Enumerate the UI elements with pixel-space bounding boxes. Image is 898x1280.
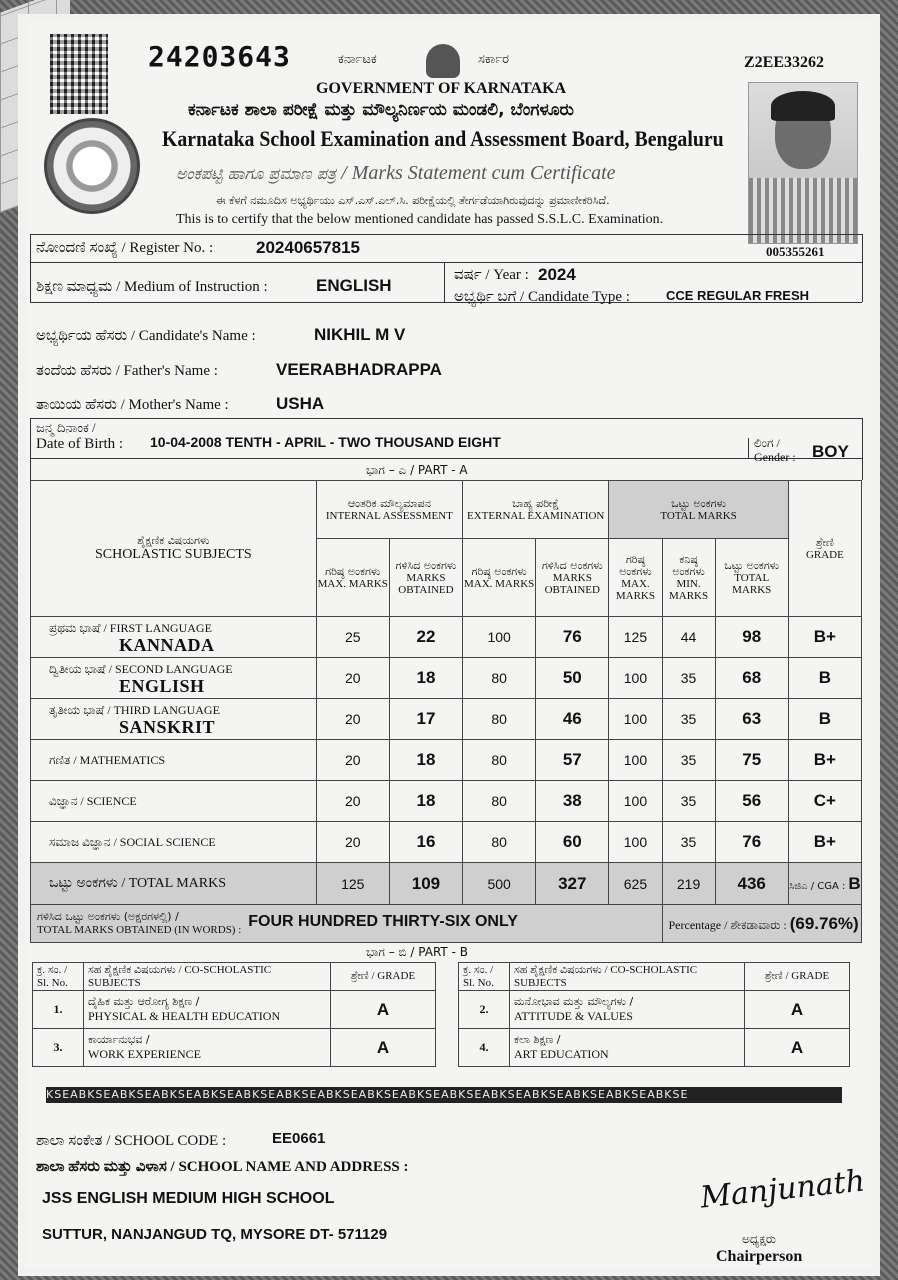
part-a-title: ಭಾಗ – ಎ / PART - A xyxy=(366,463,468,477)
mark-cell-eo: 46 xyxy=(536,699,609,740)
subject-name: ಗಣಿತ / MATHEMATICS xyxy=(31,740,317,781)
candidate-type: CCE REGULAR FRESH xyxy=(666,288,810,303)
mark-cell-tm: 100 xyxy=(609,740,662,781)
board-title-kn: ಕರ್ನಾಟಕ ಶಾಲಾ ಪರೀಕ್ಷೆ ಮತ್ತು ಮೌಲ್ಯನಿರ್ಣಯ ಮಂಡಲಿ, ಬೆಂಗಳೂರು xyxy=(188,100,574,120)
certificate-serial: 24203643 xyxy=(148,40,291,73)
govt-kn: ಸರ್ಕಾರ xyxy=(478,52,509,67)
mother-name: USHA xyxy=(276,394,325,413)
school-address: SUTTUR, NANJANGUD TQ, MYSORE DT- 571129 xyxy=(42,1226,388,1243)
mark-cell-g: B+ xyxy=(788,617,861,658)
school-code-label: ಶಾಲಾ ಸಂಕೇತ / SCHOOL CODE : xyxy=(36,1133,227,1149)
mark-cell-tm: 100 xyxy=(609,658,662,699)
school-name-label: ಶಾಲಾ ಹೆಸರು ಮತ್ತು ವಿಳಾಸ / SCHOOL NAME AND ADDRESS : xyxy=(36,1159,409,1175)
year-value: 2024 xyxy=(538,265,576,284)
co-scholastic-left xyxy=(32,962,436,1067)
co-scholastic-subject: ಕಲಾ ಶಿಕ್ಷಣ / ART EDUCATION xyxy=(510,1029,745,1067)
mark-cell-tt: 98 xyxy=(715,617,788,658)
candidate-type-label: ಅಭ್ಯರ್ಥಿ ಬಗೆ / Candidate Type : xyxy=(454,289,630,305)
words-row: ಗಳಿಸಿದ ಒಟ್ಟು ಅಂಕಗಳು (ಅಕ್ಷರಗಳಲ್ಲಿ) / TOTAL MARKS OBTAINED (IN WORDS) : FOUR HUNDRED THIRTY-SIX ONLY Percentage / ಶೇಕಡಾವಾರು : (69.76%) xyxy=(31,905,862,943)
co-scholastic-header: ಕ್ರ. ಸಂ. / Sl. No. xyxy=(459,963,510,991)
serial-number: 1. xyxy=(33,991,84,1029)
board-emblem-icon xyxy=(44,118,140,214)
register-number: 20240657815 xyxy=(256,238,361,257)
subject-row xyxy=(31,699,862,740)
mark-cell-io: 22 xyxy=(389,617,462,658)
co-scholastic-subject: ಮನೋಭಾವ ಮತ್ತು ಮೌಲ್ಯಗಳು / ATTITUDE & VALUES xyxy=(510,991,745,1029)
internal-header: ಆಂತರಿಕ ಮೌಲ್ಯಮಾಪನ INTERNAL ASSESSMENT xyxy=(316,481,462,539)
medium-label: ಶಿಕ್ಷಣ ಮಾಧ್ಯಮ / Medium of Instruction : xyxy=(36,279,268,295)
co-scholastic-header: ಶ್ರೇಣಿ / GRADE xyxy=(331,963,436,991)
mark-cell-em: 80 xyxy=(463,740,536,781)
mark-cell-g: B+ xyxy=(788,740,861,781)
co-scholastic-subject: ಕಾರ್ಯಾನುಭವ / WORK EXPERIENCE xyxy=(84,1029,331,1067)
marks-card xyxy=(18,14,880,1276)
subject-row xyxy=(31,617,862,658)
father-name: VEERABHADRAPPA xyxy=(276,360,442,379)
grade-header: ಶ್ರೇಣಿ GRADE xyxy=(788,481,861,617)
mark-cell-eo: 60 xyxy=(536,822,609,863)
mark-cell-em: 80 xyxy=(463,822,536,863)
mark-cell-g: B xyxy=(788,658,861,699)
mark-cell-mn: 35 xyxy=(662,822,715,863)
candidate-photo xyxy=(748,82,858,244)
mark-cell-tm: 100 xyxy=(609,781,662,822)
mark-cell-io: 18 xyxy=(389,781,462,822)
register-label: ನೋಂದಣಿ ಸಂಖ್ಯೆ / Register No. : xyxy=(36,240,214,256)
government-title: GOVERNMENT OF KARNATAKA xyxy=(316,80,567,97)
mark-cell-em: 80 xyxy=(463,658,536,699)
mark-cell-im: 20 xyxy=(316,658,389,699)
gender-label-kn: ಲಿಂಗ / xyxy=(754,436,780,450)
candidate-name: NIKHIL M V xyxy=(314,325,406,344)
subject-row xyxy=(31,658,862,699)
mark-cell-mn: 35 xyxy=(662,740,715,781)
mark-cell-eo: 50 xyxy=(536,658,609,699)
dob-label: Date of Birth : xyxy=(36,436,124,452)
serial-number: 4. xyxy=(459,1029,510,1067)
mark-cell-eo: 76 xyxy=(536,617,609,658)
medium-value: ENGLISH xyxy=(316,276,392,295)
mark-cell-im: 20 xyxy=(316,822,389,863)
mark-cell-mn: 35 xyxy=(662,658,715,699)
school-code: EE0661 xyxy=(272,1130,326,1147)
subject-name: ದ್ವಿತೀಯ ಭಾಷೆ / SECOND LANGUAGE ENGLISH xyxy=(31,658,317,699)
co-scholastic-header: ಸಹ ಶೈಕ್ಷಣಿಕ ವಿಷಯಗಳು / CO-SCHOLASTIC SUBJECTS xyxy=(84,963,331,991)
mark-cell-io: 16 xyxy=(389,822,462,863)
security-band: KSEABKSEABKSEABKSEABKSEABKSEABKSEABKSEABKSEABKSEABKSEABKSEABKSEABKSEABKSEABKSE xyxy=(46,1087,842,1103)
mark-cell-eo: 57 xyxy=(536,740,609,781)
mark-cell-em: 80 xyxy=(463,781,536,822)
mark-cell-tt: 76 xyxy=(715,822,788,863)
mark-cell-mn: 35 xyxy=(662,781,715,822)
mark-cell-eo: 38 xyxy=(536,781,609,822)
board-title: Karnataka School Examination and Assessment Board, Bengaluru xyxy=(162,126,724,151)
certificate-title: ಅಂಕಪಟ್ಟಿ ಹಾಗೂ ಪ್ರಮಾಣ ಪತ್ರ / Marks Statement cum Certificate xyxy=(176,162,616,184)
mark-cell-io: 18 xyxy=(389,658,462,699)
co-scholastic-grade: A xyxy=(745,1029,850,1067)
candidate-name-label: ಅಭ್ಯರ್ಥಿಯ ಹೆಸರು / Candidate's Name : xyxy=(36,328,256,344)
father-name-label: ತಂದೆಯ ಹೆಸರು / Father's Name : xyxy=(36,363,218,379)
photo-number: 005355261 xyxy=(766,244,825,259)
marks-table: ಶೈಕ್ಷಣಿಕ ವಿಷಯಗಳು SCHOLASTIC SUBJECTS ಆಂತರಿಕ ಮೌಲ್ಯಮಾಪನ INTERNAL ASSESSMENT ಬಾಹ್ಯ ಪರೀಕ್ಷೆ EXTERNAL EXAMINATION ಒಟ್ಟು ಅಂಕಗಳು TOTAL MARKS ಶ್ರೇಣಿ GRADE ಗರಿಷ್ಠ ಅಂಕಗಳು MAX. MARKS ಗಳಿಸಿದ ಅಂಕಗಳು MARKS OBTAINED ಗರಿಷ್ಠ ಅಂಕಗಳು MAX. MARKS ಗಳಿಸಿದ ಅಂಕಗಳು MARKS OBTAINED ಗರಿಷ್ಠ ಅಂಕಗಳು MAX. MARKS ಕನಿಷ್ಠ ಅಂಕಗಳು MIN. MARKS ಒಟ್ಟು ಅಂಕಗಳು TOTAL MARKS ಪ್ರಥಮ ಭಾಷೆ / FIRST LANGUAGE KANNADA 25 22 100 76 125 44 98 B+ ದ್ವಿತೀಯ ಭಾಷೆ / SECOND LANGUAGE ENGLISH 20 18 80 50 100 35 68 B ತೃತೀಯ ಭಾಷೆ / THIRD LANGUAGE SANSKRIT 20 17 80 46 100 35 63 B ಗಣಿತ / MATHEMATICS 20 18 80 57 100 35 75 B+ ವಿಜ್ಞಾನ / SCIENCE 20 18 80 38 100 35 56 C+ ಸಮಾಜ ವಿಜ್ಞಾನ / SOCIAL SCIENCE 20 16 80 60 100 35 76 B+ ಒಟ್ಟು ಅಂಕಗಳು / TOTAL MARKS 125 109 500 327 625 219 436 ಸಿಜಿಎ / CGA : B ಗಳಿಸಿದ ಒಟ್ಟು ಅಂಕಗಳು (ಅಕ್ಷರಗಳಲ್ಲಿ) / TOTAL MARKS OBTAINED (IN WORDS) : FOUR HUNDRED THIRTY-SIX ONLY Percentage / ಶೇಕಡಾವಾರು : (69.76%) xyxy=(30,480,862,943)
mark-cell-im: 25 xyxy=(316,617,389,658)
total-in-words: FOUR HUNDRED THIRTY-SIX ONLY xyxy=(248,913,518,931)
total-header: ಒಟ್ಟು ಅಂಕಗಳು TOTAL MARKS xyxy=(609,481,788,539)
year-label: ವರ್ಷ / Year : xyxy=(454,267,529,283)
gender-label: Gender : xyxy=(754,450,796,464)
mark-cell-tt: 56 xyxy=(715,781,788,822)
subject-name: ಸಮಾಜ ವಿಜ್ಞಾನ / SOCIAL SCIENCE xyxy=(31,822,317,863)
percentage: (69.76%) xyxy=(789,913,859,933)
co-scholastic-header: ಸಹ ಶೈಕ್ಷಣಿಕ ವಿಷಯಗಳು / CO-SCHOLASTIC SUBJECTS xyxy=(510,963,745,991)
mark-cell-tt: 75 xyxy=(715,740,788,781)
mark-cell-mn: 35 xyxy=(662,699,715,740)
gender-value: BOY xyxy=(812,442,849,461)
total-row: ಒಟ್ಟು ಅಂಕಗಳು / TOTAL MARKS 125 109 500 327 625 219 436 ಸಿಜಿಎ / CGA : B xyxy=(31,863,862,905)
school-name: JSS ENGLISH MEDIUM HIGH SCHOOL xyxy=(42,1190,335,1207)
subject-name: ತೃತೀಯ ಭಾಷೆ / THIRD LANGUAGE SANSKRIT xyxy=(31,699,317,740)
mark-cell-tm: 100 xyxy=(609,822,662,863)
subject-row xyxy=(31,822,862,863)
chairperson-signature: Manjunath xyxy=(698,1163,867,1216)
co-scholastic-grade: A xyxy=(331,991,436,1029)
serial-number: 3. xyxy=(33,1029,84,1067)
mark-cell-em: 100 xyxy=(463,617,536,658)
part-b-title: ಭಾಗ – ಬಿ / PART - B xyxy=(366,945,468,959)
chairperson-label: Chairperson xyxy=(716,1248,803,1265)
mark-cell-io: 17 xyxy=(389,699,462,740)
mother-name-label: ತಾಯಿಯ ಹೆಸರು / Mother's Name : xyxy=(36,397,229,413)
subject-row xyxy=(31,740,862,781)
co-scholastic-grade: A xyxy=(745,991,850,1029)
co-scholastic-right xyxy=(458,962,850,1067)
subject-name: ಪ್ರಥಮ ಭಾಷೆ / FIRST LANGUAGE KANNADA xyxy=(31,617,317,658)
mark-cell-im: 20 xyxy=(316,699,389,740)
subjects-header: ಶೈಕ್ಷಣಿಕ ವಿಷಯಗಳು SCHOLASTIC SUBJECTS xyxy=(31,481,317,617)
subject-row xyxy=(31,781,862,822)
mark-cell-im: 20 xyxy=(316,781,389,822)
mark-cell-tt: 68 xyxy=(715,658,788,699)
dob-label-kn: ಜನ್ಮ ದಿನಾಂಕ / xyxy=(36,420,96,435)
state-kn: ಕರ್ನಾಟಕ xyxy=(338,52,377,67)
co-scholastic-header: ಕ್ರ. ಸಂ. / Sl. No. xyxy=(33,963,84,991)
mark-cell-tt: 63 xyxy=(715,699,788,740)
document-code: Z2EE33262 xyxy=(744,54,825,71)
co-scholastic-header: ಶ್ರೇಣಿ / GRADE xyxy=(745,963,850,991)
external-header: ಬಾಹ್ಯ ಪರೀಕ್ಷೆ EXTERNAL EXAMINATION xyxy=(463,481,609,539)
certify-text: This is to certify that the below mentioned candidate has passed S.S.L.C. Examination. xyxy=(176,212,664,227)
mark-cell-em: 80 xyxy=(463,699,536,740)
mark-cell-g: C+ xyxy=(788,781,861,822)
mark-cell-g: B+ xyxy=(788,822,861,863)
serial-number: 2. xyxy=(459,991,510,1029)
marks-card-body xyxy=(26,22,872,1268)
certify-kn: ಈ ಕೆಳಗೆ ನಮೂದಿಸ ಅಭ್ಯರ್ಥಿಯು ಎಸ್.ಎಸ್.ಎಲ್.ಸಿ. ಪರೀಕ್ಷೆಯಲ್ಲಿ ತೇರ್ಗಡೆಯಾಗಿರುವುದನ್ನು ಪ್ರಮಾಣೀಕರಿಸಿದೆ. xyxy=(216,194,610,207)
chairperson-kn: ಅಧ್ಯಕ್ಷರು xyxy=(742,1232,776,1246)
co-scholastic-subject: ದೈಹಿಕ ಮತ್ತು ಆರೋಗ್ಯ ಶಿಕ್ಷಣ / PHYSICAL & HEALTH EDUCATION xyxy=(84,991,331,1029)
qr-code-icon xyxy=(50,34,108,114)
date-of-birth: 10-04-2008 TENTH - APRIL - TWO THOUSAND EIGHT xyxy=(150,434,501,450)
co-scholastic-grade: A xyxy=(331,1029,436,1067)
mark-cell-io: 18 xyxy=(389,740,462,781)
mark-cell-mn: 44 xyxy=(662,617,715,658)
mark-cell-tm: 125 xyxy=(609,617,662,658)
mark-cell-im: 20 xyxy=(316,740,389,781)
mark-cell-tm: 100 xyxy=(609,699,662,740)
subject-name: ವಿಜ್ಞಾನ / SCIENCE xyxy=(31,781,317,822)
state-emblem-icon xyxy=(426,44,460,78)
mark-cell-g: B xyxy=(788,699,861,740)
